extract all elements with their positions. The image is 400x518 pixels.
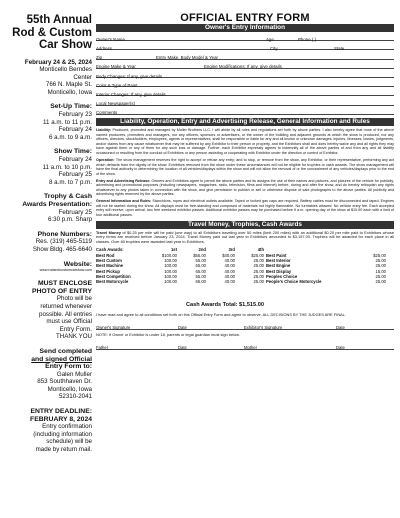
special-award-row: Best Display 15.00 bbox=[266, 268, 386, 274]
cash-awards-total: Cash Awards Total: $1,515.00 bbox=[186, 302, 264, 309]
show-title: 55th Annual Rod & Custom Car Show bbox=[12, 14, 92, 51]
phone-heading: Phone Numbers: bbox=[37, 230, 92, 238]
exhibitor-date-label: Date bbox=[336, 325, 345, 331]
event-dates: February 24 & 25, 2024 bbox=[24, 58, 92, 66]
body-changes-row[interactable] bbox=[96, 69, 394, 78]
address-row[interactable] bbox=[96, 41, 394, 50]
entry-form bbox=[96, 12, 394, 350]
owner-name-row[interactable] bbox=[96, 32, 394, 41]
paint-label: Color & Type of Paint bbox=[96, 82, 138, 88]
award-row: Best Rod $100.00 $55.00 $40.00 $25.00 bbox=[96, 252, 264, 258]
paint-row[interactable] bbox=[96, 78, 394, 87]
owner-signature-label: Owner's Signature bbox=[96, 325, 131, 331]
comments-row[interactable] bbox=[96, 106, 394, 115]
newspaper-row[interactable] bbox=[96, 96, 394, 105]
venue: Monticello Berndes Center 766 N. Maple St. Monticello, Iowa bbox=[39, 66, 92, 96]
phone-label: Phone ( ) bbox=[298, 36, 317, 42]
trophy-times: February 25 6:30 p.m. Sharp bbox=[47, 208, 92, 224]
award-row: Best Motorcycle 100.00 65.00 40.00 25.00 bbox=[96, 279, 264, 285]
father-label: Father bbox=[96, 345, 109, 350]
award-row: Best Machine 100.00 55.00 40.00 25.00 bbox=[96, 263, 264, 269]
owner-date-label: Date bbox=[178, 325, 187, 331]
father-date-label: Date bbox=[178, 345, 187, 350]
agreement-text: I have read and agree to all conditions set forth on this Official Entry Form and agree to observe. ALL DECISIONS BY THE JUDGES ARE FINAL. bbox=[96, 312, 346, 318]
photo-heading: MUST ENCLOSE PHOTO OF ENTRY bbox=[31, 280, 92, 295]
engine-make-label: Engine Make & Year bbox=[96, 64, 136, 70]
advertising-paragraph: Entry and Advertising Release: Owners and Exhibitors agree to permit the above parties and its assigns the use of their names and pictures, and pictures of the vehicle for publicity, advertising and promotional purposes (including newspapers, magazines, radio, television, films and internet) before, during and after the show, and do hereby relinquish any rights whatsoever to any photos taken in connection with the show, and give permission to publish or sell or otherwise dispose of said photographs to the above parties. All publicity and advertising rights reserved by the above parties. bbox=[96, 178, 395, 197]
city-label: City bbox=[270, 45, 278, 51]
award-row: Best Competition 100.00 55.00 40.00 25.00 bbox=[96, 273, 264, 279]
exhibitor-signature-label: Exhibitor's Signature bbox=[244, 325, 283, 331]
website-heading: Website: bbox=[63, 260, 92, 268]
special-award-row: People's Choice Motorcycle 25.00 bbox=[266, 279, 386, 285]
show-time-heading: Show Time: bbox=[53, 148, 92, 156]
show-times: February 24 11 a.m. to 10 p.m. February 25 8 a.m. to 7 p.m. bbox=[42, 156, 92, 186]
general-rules-paragraph: General Information and Rules: Stanchions, ropes and electrical outlets available. Taped or locked gas caps are required. Battery cables must be disconnected and taped. Engines will not be started during the show. All displays must be free-standing and composed of materials not highly flammable. No turntables allowed. No vehicle entry fee. Each accepted entry will receive, upon arrival, two free weekend exhibitor passes. Additional exhibitor passes may be purchased before 9 a.m. opening day of the show at $10.00 each with a limit of four additional passes. bbox=[96, 199, 395, 217]
photo-instructions: Photo will be returned whenever possible. All entries must use Official Entry Form. THANK YOU bbox=[39, 295, 92, 341]
zip-label: Zip bbox=[96, 55, 103, 61]
deadline-info: Entry confirmation (including information schedule) will be made by return mail. bbox=[33, 423, 92, 454]
setup-heading: Set-Up Time: bbox=[50, 103, 92, 111]
special-award-row: Best Engine 25.00 bbox=[266, 263, 386, 269]
send-heading: Send completed and signed Official Entry Form to: bbox=[31, 347, 92, 371]
awards-header-row: Cash Awards: 1st 2nd 3rd 4th bbox=[96, 247, 264, 253]
newspaper-label: Local Newspaper(s) bbox=[96, 101, 136, 107]
guardian-signature-row[interactable] bbox=[96, 338, 394, 350]
owner-signature-row[interactable] bbox=[96, 318, 394, 330]
body-changes-label: Body Changes: If any, give details bbox=[96, 73, 163, 79]
travel-paragraph: Travel Money of $0.25 per mile will be paid (one way) to all Exhibitors traveling over 50 miles (limit 200 miles) with an additional $0.20 per mile paid to Exhibitors whose entry forms are received before January 23, 2024. Travel Money paid out last year to Exhibitors amounted to $3,157.00. Trophies will be awarded for each place in all classes. Over 60 trophies were awarded last year to Exhibitors. bbox=[96, 229, 394, 244]
special-award-row: Peoples Choice 25.00 bbox=[266, 273, 386, 279]
comments-label: Comments bbox=[96, 110, 118, 116]
mailing-address: Galen Muller 853 Southhaven Dr. Monticello, Iowa 52310-2041 bbox=[37, 370, 92, 401]
award-row: Best Pickup 100.00 65.00 40.00 25.00 bbox=[96, 268, 264, 274]
interior-row[interactable] bbox=[96, 87, 394, 96]
owner-name-label: Owner's Name bbox=[96, 36, 125, 42]
event-info-column bbox=[4, 14, 92, 454]
deadline-heading: ENTRY DEADLINE: FEBRUARY 8, 2024 bbox=[30, 408, 92, 423]
age-label: Age bbox=[266, 36, 274, 42]
setup-times: February 23 11 a.m. to 11 p.m. February 24 6 a.m. to 9 a.m. bbox=[43, 111, 92, 141]
cash-awards-table bbox=[96, 247, 264, 284]
special-award-row: Best Paint $25.00 bbox=[266, 252, 386, 258]
website-link[interactable]: www.rodandcustomcarshow.com bbox=[39, 268, 92, 273]
address-label: Address bbox=[96, 45, 113, 51]
entry-make-label: Entry Make, Body Model & Year bbox=[156, 55, 218, 61]
form-title: OFFICIAL ENTRY FORM bbox=[180, 12, 310, 24]
liability-paragraph: Liability: Produced, promoted and managed by Muller Brothers LLC. I will abide by all rules and regulations set forth by above parties. I also hereby agree that none of the above named producers, promoters and managers, nor any officers, sponsors or advertisers, or the owner of the building and adjacent grounds at which the show is produced, nor any officers, directors, stockholders, employees, agents or representatives, shall be responsible or liable for any and all known or unknown damages, injuries, illnesses, losses, judgments, and/or claims from any cause whatsoever that may be suffered by any Exhibitor to their person or property, and the Exhibitors shall and does hereby waive any and all rights they may have against them or any of them for any such loss or damage. Further, each Exhibitor expressly agrees to indemnify all of the above parties of and from any and all liability occasioned or resulting from the conduct of Exhibitors or any person assisting or cooperating with Exhibitor under the direction or control of Exhibitor. bbox=[96, 128, 394, 155]
guardian-note: NOTE: If Owner or Exhibitor is under 18, parents or legal guardian must sign below. bbox=[96, 331, 240, 337]
special-award-row: Best Interior 25.00 bbox=[266, 257, 386, 263]
owner-info-bar: Owner's Entry Information bbox=[96, 24, 394, 32]
operation-paragraph: Operation: The show management reserves the right to accept or refuse any entry; and to stop, or remove from the show, any Exhibitor, or their representative, performing any act which detracts from the dignity of the show. Exhibitors removed from the show under these circumstances will not be eligible for trophies or cash awards. The show management will have the final authority in determining the location of all vehicles/displays within the show and will not allow the removal of or the concealment of any vehicles/displays prior to the end of the show. bbox=[96, 157, 394, 176]
mother-label: Mother bbox=[244, 345, 258, 350]
award-row: Best Custom 100.00 55.00 40.00 25.00 bbox=[96, 257, 264, 263]
engine-row[interactable] bbox=[96, 60, 394, 69]
zip-row[interactable] bbox=[96, 50, 394, 59]
trophy-heading: Trophy & Cash Awards Presentation: bbox=[22, 193, 92, 208]
cash-awards bbox=[96, 247, 394, 309]
phone-numbers: Res. (319) 465-5119 Show Bldg. 465-6640 bbox=[32, 238, 92, 253]
engine-mods-label: Engine Modifications: If any, give details bbox=[204, 64, 282, 70]
state-label: State bbox=[334, 45, 345, 51]
mother-date-label: Date bbox=[336, 345, 345, 350]
liability-bar: Liability, Operation, Entry and Advertising Release, General Information and Rules bbox=[96, 118, 394, 126]
interior-label: Interior Changes: If any, give details bbox=[96, 91, 166, 97]
special-awards-table bbox=[266, 247, 386, 284]
travel-bar: Travel Money, Trophies, Cash Awards bbox=[96, 221, 394, 229]
